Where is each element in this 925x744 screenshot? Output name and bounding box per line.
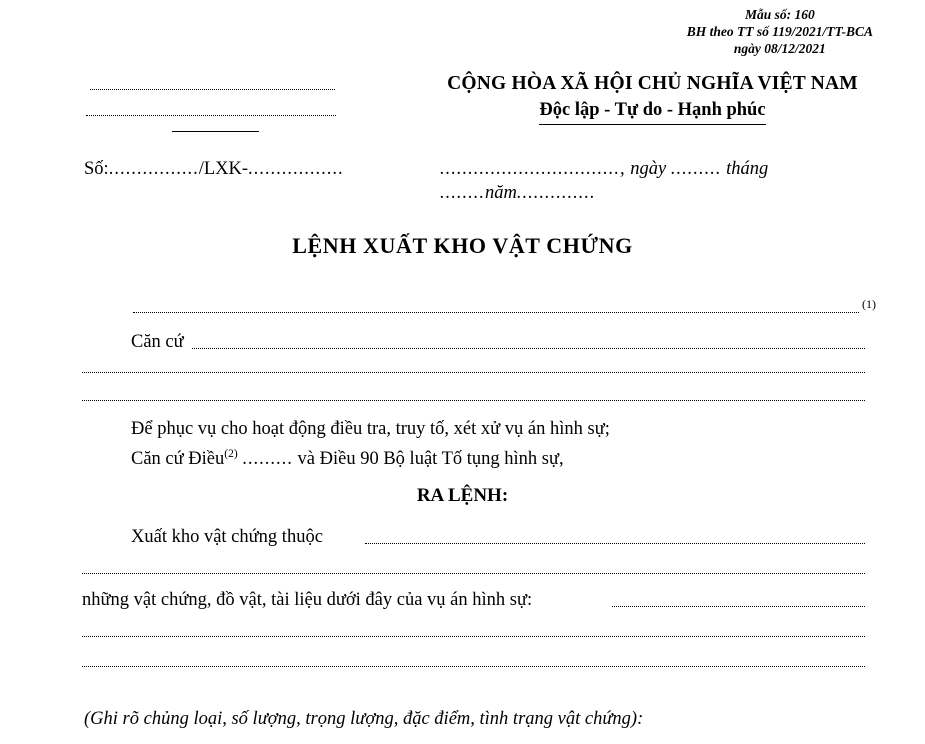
basis-blank-line-1[interactable] (133, 312, 859, 313)
agency-blank-line-1[interactable] (90, 89, 335, 90)
document-number-suffix-dots[interactable]: ................. (248, 159, 344, 179)
article-line (131, 447, 564, 471)
agency-blank-line-2[interactable] (86, 115, 336, 116)
place-date-line (440, 157, 925, 205)
page-title: LỆNH XUẤT KHO VẬT CHỨNG (292, 233, 633, 258)
day-label: ngày (630, 159, 667, 179)
month-label: tháng (726, 159, 769, 179)
purpose-line: Để phục vụ cho hoạt động điều tra, truy tố, xét xử vụ án hình sự; (131, 419, 610, 439)
form-circular-reference: BH theo TT số 119/2021/TT-BCA (686, 24, 873, 39)
month-dots[interactable]: ........ (440, 183, 485, 203)
document-number-dots[interactable]: ................ (108, 159, 199, 179)
evidence-blank-line-2[interactable] (82, 636, 865, 637)
basis-blank-line-4[interactable] (82, 400, 865, 401)
release-line-label: Xuất kho vật chứng thuộc (131, 527, 323, 547)
place-dots[interactable]: ................................, (440, 159, 626, 179)
form-number: Mẫu số: 160 (744, 7, 815, 22)
footnote-marker-1: (1) (862, 297, 876, 311)
year-dots[interactable]: .............. (516, 183, 596, 203)
evidence-blank-line-1[interactable] (612, 606, 865, 607)
form-issue-date: ngày 08/12/2021 (733, 41, 826, 56)
national-motto-wrapper (420, 98, 885, 125)
article-prefix: Căn cứ Điều (131, 449, 225, 469)
basis-blank-line-2[interactable] (192, 348, 865, 349)
agency-divider-rule (172, 131, 259, 132)
form-meta-block (687, 6, 873, 57)
national-heading (420, 72, 885, 125)
basis-blank-line-3[interactable] (82, 372, 865, 373)
release-blank-line-1[interactable] (365, 543, 865, 544)
evidence-blank-line-3[interactable] (82, 666, 865, 667)
basis-label: Căn cứ (131, 332, 184, 352)
release-blank-line-2[interactable] (82, 573, 865, 574)
order-heading: RA LỆNH: (416, 485, 509, 506)
document-number-line (84, 157, 344, 181)
evidence-note: (Ghi rõ chủng loại, số lượng, trọng lượng, đặc điểm, tình trạng vật chứng): (84, 709, 644, 729)
country-name: CỘNG HÒA XÃ HỘI CHỦ NGHĨA VIỆT NAM (447, 73, 858, 94)
year-label: năm (485, 183, 517, 203)
evidence-line-label: những vật chứng, đồ vật, tài liệu dưới đây của vụ án hình sự: (82, 590, 533, 610)
footnote-marker-2: (2) (224, 447, 238, 460)
document-number-code: /LXK- (198, 159, 249, 179)
day-dots[interactable]: ......... (670, 159, 722, 179)
article-suffix: và Điều 90 Bộ luật Tố tụng hình sự, (297, 449, 564, 469)
article-number-dots[interactable]: ......... (242, 449, 293, 469)
national-motto: Độc lập - Tự do - Hạnh phúc (539, 98, 765, 125)
document-number-label: Số: (84, 159, 109, 179)
